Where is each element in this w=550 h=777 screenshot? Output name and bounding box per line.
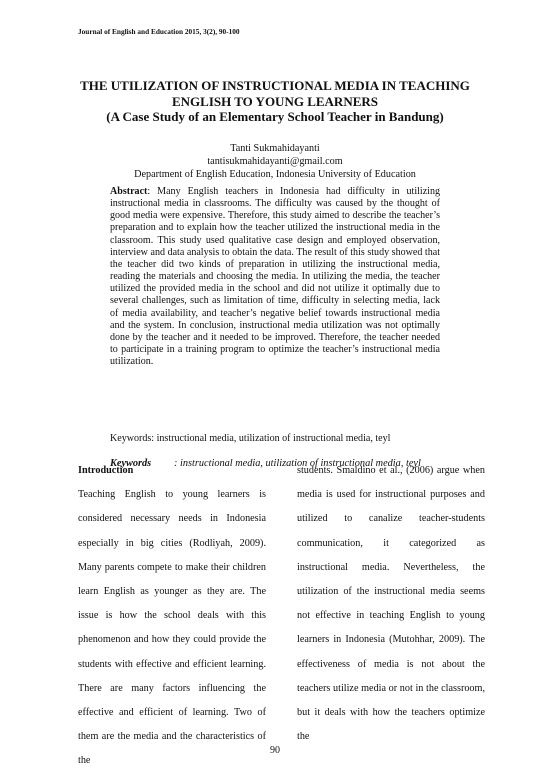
body-text-left: Teaching English to young learners is considered necessary needs in Indonesia especially in big cities (Rodliyah, 2009). Many parents compete to make their children learn English as younger as they are. The issue is how the school deals with this phenomenon and how they could provide the students with effective and efficient learning. There are many factors influencing the effective and efficient of learning. Two of them are the media and the characteristics of the bbox=[78, 489, 266, 767]
page-number: 90 bbox=[270, 745, 280, 756]
running-head: Journal of English and Education 2015, 3(2), 90-100 bbox=[78, 27, 240, 36]
section-heading-introduction: Introduction bbox=[78, 465, 134, 476]
keywords-plain: Keywords: instructional media, utilization of instructional media, teyl bbox=[110, 433, 391, 444]
abstract bbox=[110, 186, 440, 368]
keywords-list: : instructional media, utilization of instructional media, teyl bbox=[174, 458, 421, 469]
author-email: tantisukmahidayanti@gmail.com bbox=[207, 156, 343, 168]
author-affiliation: Department of English Education, Indonesia University of Education bbox=[134, 169, 416, 181]
abstract-label: Abstract bbox=[110, 186, 148, 197]
body-column-right bbox=[297, 459, 485, 749]
author-block bbox=[60, 142, 490, 182]
author-name: Tanti Sukmahidayanti bbox=[230, 143, 320, 154]
keywords-label: Keywords bbox=[110, 458, 152, 469]
title-line-2: ENGLISH TO YOUNG LEARNERS bbox=[171, 93, 378, 109]
body-column-left bbox=[78, 459, 266, 774]
title-line-1: THE UTILIZATION OF INSTRUCTIONAL MEDIA IN TEACHING bbox=[80, 78, 470, 93]
abstract-text: : Many English teachers in Indonesia had difficulty in utilizing instructional media in classrooms. The difficulty was caused by the thought of good media were expensive. Therefore, this study aimed to describe the teacher’s preparation and to explain how the teacher utilized the instructional media in the classroom. This study used qualitative case design and employed observation, interview and data analysis to obtain the data. The result of this study showed that the teacher did two kinds of preparation in utilizing the instructional media, reading the materials and choosing the media. In utilizing the media, the teacher utilized the provided media in the school and did not utilize it optimally due to several challenges, such as limitation of time, difficulty in selecting media, lack of media availability, and teacher’s negative belief towards instructional media and the system. In conclusion, instructional media utilization was not optimally done by the teacher and it needed to be improved. Therefore, the teacher needed to participate in a training program to optimize the teacher’s instructional media utilization. bbox=[110, 186, 440, 368]
title-line-3: (A Case Study of an Elementary School Teacher in Bandung) bbox=[106, 109, 444, 124]
paper-title bbox=[60, 78, 490, 125]
body-text-right: students. Smaldino et al., (2006) argue when media is used for instructional purposes and utilized to canalize teacher-students communication, it categorized as instructional media. Nevertheless, the utilization of the instructional media seems not effective in teaching English to young learners in Indonesia (Mutohhar, 2009). The effectiveness of media is not about the teachers utilize media or not in the classroom, but it deals with how the teachers optimize the bbox=[297, 465, 485, 743]
